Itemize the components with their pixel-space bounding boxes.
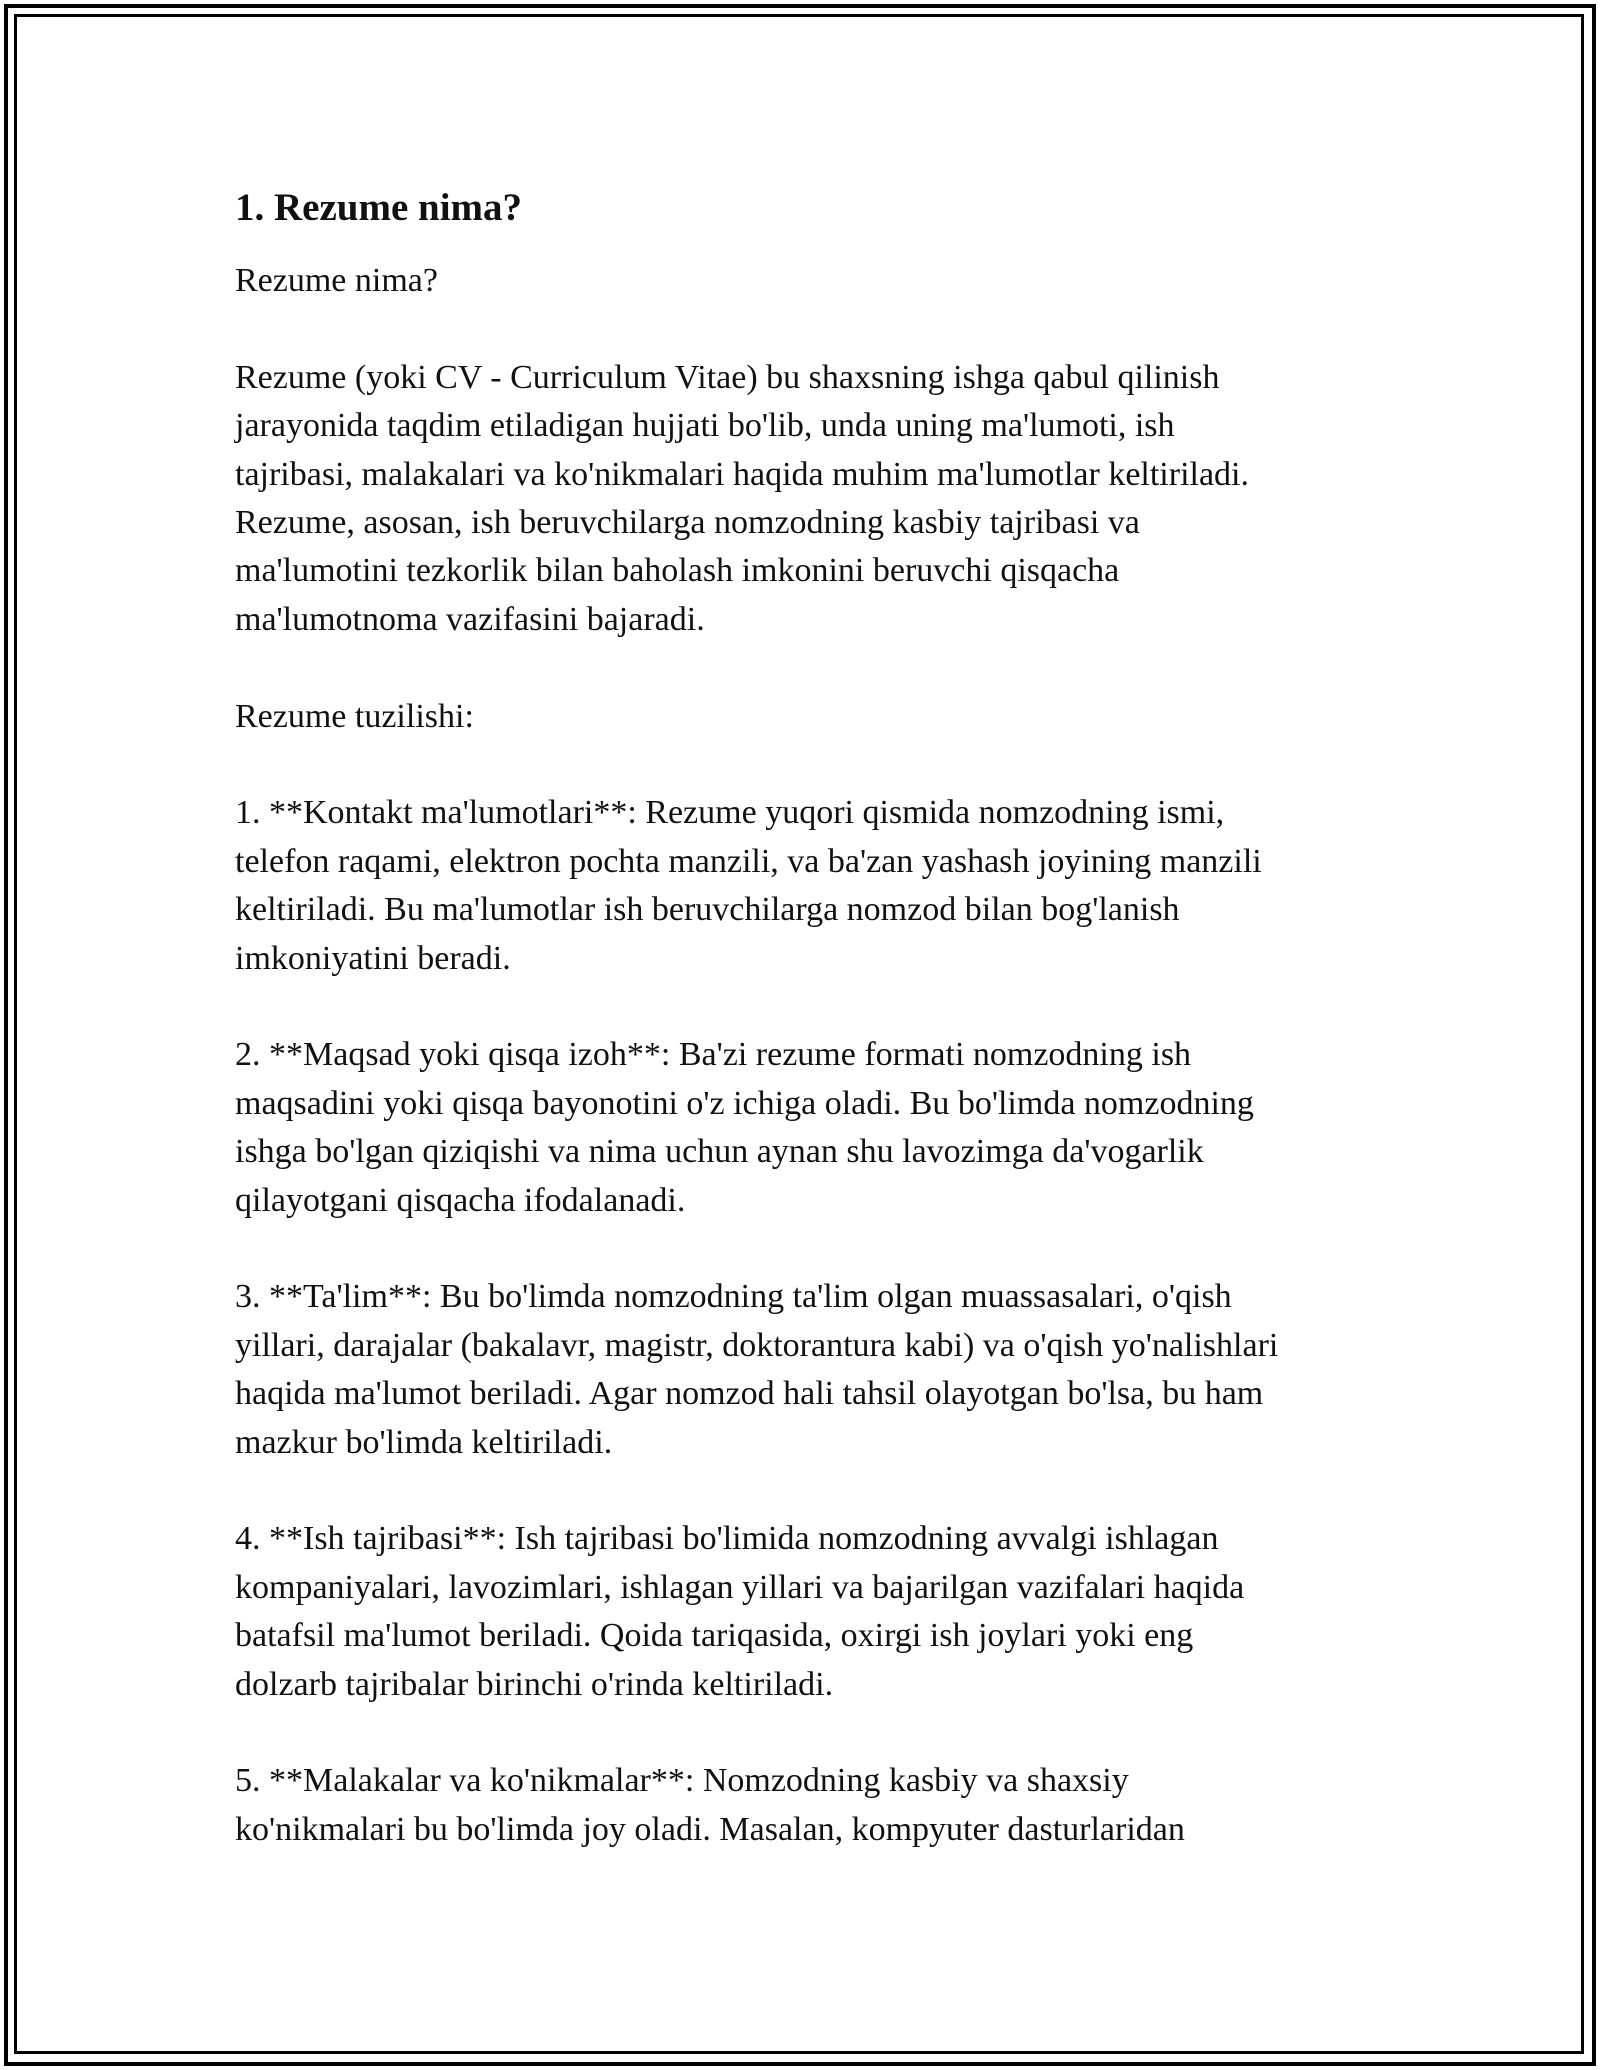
list-item-objective: 2. **Maqsad yoki qisqa izoh**: Ba'zi rezume formati nomzodning ish maqsadini yoki qisqa bayonotini o'z ichiga oladi. Bu bo'limda nomzodning ishga bo'lgan qiziqishi va nima uchun aynan shu lavozimga da'vogarlik qilayotgani qisqacha ifodalanadi. [235,1036,1254,1219]
list-item-skills: 5. **Malakalar va ko'nikmalar**: Nomzodning kasbiy va shaxsiy ko'nikmalari bu bo'limda joy oladi. Masalan, kompyuter dasturlaridan [235,1762,1185,1848]
section-heading: 1. Rezume nima? [235,186,523,229]
list-item-education: 3. **Ta'lim**: Bu bo'limda nomzodning ta'lim olgan muassasalari, o'qish yillari, darajalar (bakalavr, magistr, doktorantura kabi) va o'qish yo'nalishlari haqida ma'lumot beriladi. Agar nomzod hali tahsil olayotgan bo'lsa, bu ham mazkur bo'limda keltiriladi. [235,1278,1279,1461]
list-item-work-experience: 4. **Ish tajribasi**: Ish tajribasi bo'limida nomzodning avvalgi ishlagan kompaniyalari, lavozimlari, ishlagan yillari va bajarilgan vazifalari haqida batafsil ma'lumot beriladi. Qoida tariqasida, oxirgi ish joylari yoki eng dolzarb tajribalar birinchi o'rinda keltiriladi. [235,1520,1245,1703]
document-body [235,185,1375,1903]
list-item-contact-info: 1. **Kontakt ma'lumotlari**: Rezume yuqori qismida nomzodning ismi, telefon raqami, elektron pochta manzili, va ba'zan yashash joyining manzili keltiriladi. Bu ma'lumotlar ish beruvchilarga nomzod bilan bog'lanish imkoniyatini beradi. [235,794,1262,977]
paragraph-subtitle: Rezume nima? [235,262,438,299]
paragraph-structure-label: Rezume tuzilishi: [235,697,474,735]
paragraph-definition: Rezume (yoki CV - Curriculum Vitae) bu shaxsning ishga qabul qilinish jarayonida taqdim etiladigan hujjati bo'lib, unda uning ma'lumoti, ish tajribasi, malakalari va ko'nikmalari haqida muhim ma'lumotlar keltiriladi. Rezume, asosan, ish beruvchilarga nomzodning kasbiy tajribasi va ma'lumotini tezkorlik bilan baholash imkonini beruvchi qisqacha ma'lumotnoma vazifasini bajaradi. [235,358,1250,638]
